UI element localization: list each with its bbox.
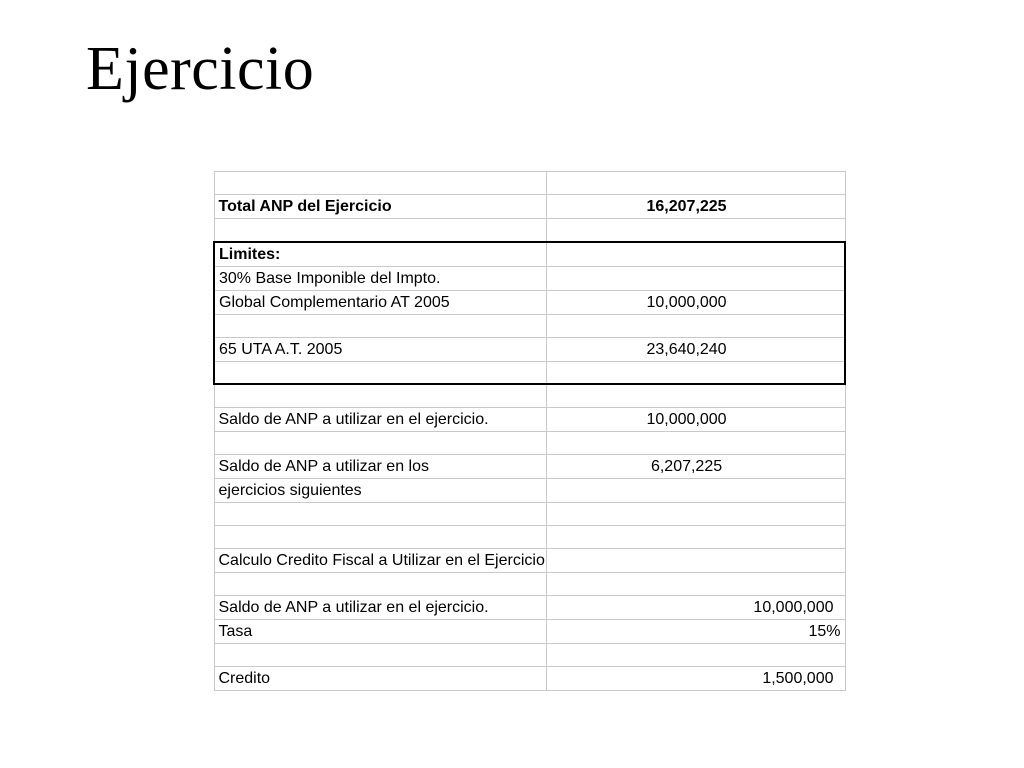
cell-value: 1,500,000	[546, 666, 845, 690]
table-row	[214, 643, 845, 666]
cell-value	[546, 314, 845, 337]
table-row	[214, 384, 845, 407]
cell-label	[214, 502, 546, 525]
table-row-limites	[214, 242, 845, 267]
table-row-total-anp	[214, 195, 845, 219]
cell-label: Total ANP del Ejercicio	[214, 195, 546, 219]
cell-label	[214, 572, 546, 595]
table-row	[214, 290, 845, 314]
table-row	[214, 266, 845, 290]
cell-label: 65 UTA A.T. 2005	[214, 337, 546, 361]
cell-label: Saldo de ANP a utilizar en los	[214, 454, 546, 478]
cell-label	[214, 431, 546, 454]
spreadsheet-table	[213, 171, 846, 691]
cell-value	[546, 219, 845, 242]
table-row	[214, 478, 845, 502]
cell-label	[214, 361, 546, 384]
slide-title: Ejercicio	[86, 35, 315, 103]
table-row	[214, 172, 845, 195]
cell-label	[214, 172, 546, 195]
cell-label	[214, 525, 546, 548]
cell-label	[214, 384, 546, 407]
cell-label: ejercicios siguientes	[214, 478, 546, 502]
table-row-tasa	[214, 619, 845, 643]
table-row	[214, 595, 845, 619]
cell-value: 16,207,225	[546, 195, 845, 219]
cell-value: 23,640,240	[546, 337, 845, 361]
table-row	[214, 525, 845, 548]
table-row-calculo-credito	[214, 548, 845, 572]
table-row	[214, 502, 845, 525]
cell-value	[546, 266, 845, 290]
cell-value: 10,000,000	[546, 595, 845, 619]
cell-label: Calculo Credito Fiscal a Utilizar en el Ejercicio	[214, 548, 546, 572]
cell-label	[214, 219, 546, 242]
cell-value	[546, 525, 845, 548]
table-row	[214, 431, 845, 454]
cell-value	[546, 643, 845, 666]
cell-value	[546, 361, 845, 384]
cell-value	[546, 502, 845, 525]
cell-value	[546, 478, 845, 502]
cell-label: Credito	[214, 666, 546, 690]
cell-value	[546, 548, 845, 572]
cell-label: Saldo de ANP a utilizar en el ejercicio.	[214, 595, 546, 619]
cell-label	[214, 643, 546, 666]
table-row	[214, 361, 845, 384]
cell-value	[546, 384, 845, 407]
cell-label: 30% Base Imponible del Impto.	[214, 266, 546, 290]
cell-value	[546, 572, 845, 595]
cell-value: 10,000,000	[546, 290, 845, 314]
table-row	[214, 337, 845, 361]
cell-value	[546, 431, 845, 454]
table-row-credito	[214, 666, 845, 690]
cell-value: 10,000,000	[546, 407, 845, 431]
cell-label: Saldo de ANP a utilizar en el ejercicio.	[214, 407, 546, 431]
cell-value	[546, 172, 845, 195]
cell-value	[546, 242, 845, 267]
cell-label: Tasa	[214, 619, 546, 643]
table-row	[214, 314, 845, 337]
table-row	[214, 407, 845, 431]
table-row	[214, 454, 845, 478]
table-row	[214, 572, 845, 595]
cell-value: 6,207,225	[546, 454, 845, 478]
cell-label	[214, 314, 546, 337]
cell-label: Limites:	[214, 242, 546, 267]
table-row	[214, 219, 845, 242]
cell-value: 15%	[546, 619, 845, 643]
cell-label: Global Complementario AT 2005	[214, 290, 546, 314]
